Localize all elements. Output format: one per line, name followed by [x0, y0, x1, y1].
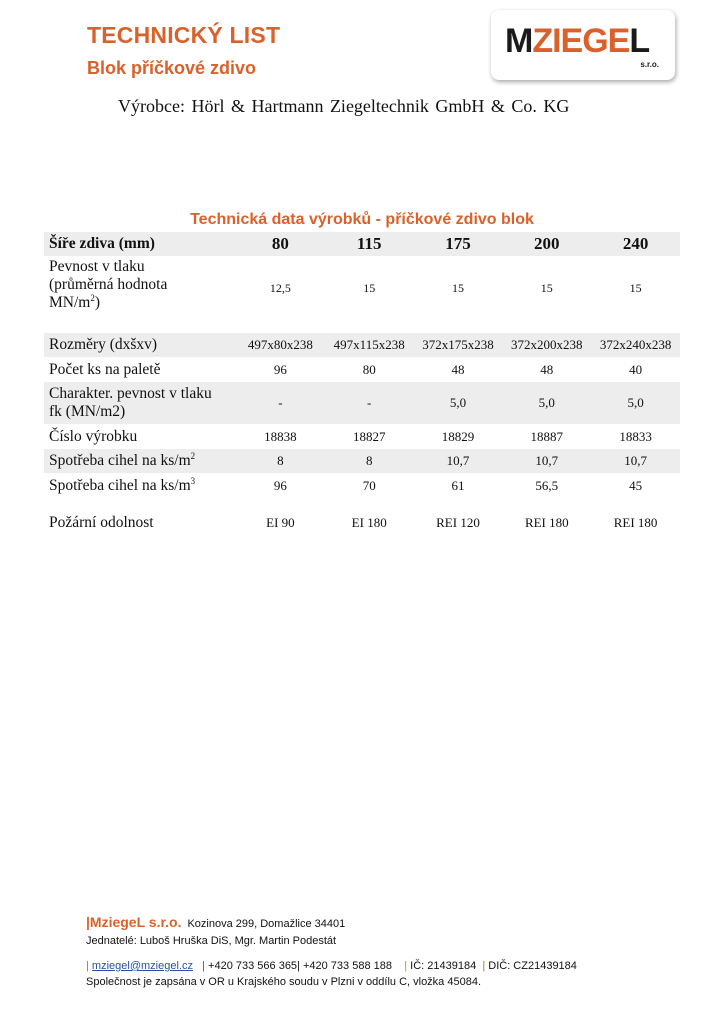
table-cell: 497x80x238 [236, 333, 325, 357]
table-cell: 18827 [352, 428, 386, 444]
table-cell: 372x175x238 [414, 333, 503, 357]
table-cell: 15 [540, 281, 553, 295]
row-label: Pevnost v tlaku (průměrná hodnota $MN/m^2$) [49, 258, 168, 311]
table-cell: 8 [325, 449, 414, 473]
table-cell: 48 [540, 361, 554, 377]
width-200: 200 [502, 232, 591, 256]
table-cell: 15 [629, 281, 642, 295]
footer-company: |MziegeL s.r.o. [86, 914, 182, 930]
width-175: 175 [414, 232, 503, 256]
table-cell: 5,0 [414, 382, 503, 424]
width-240: 240 [591, 232, 680, 256]
table-cell: 5,0 [502, 382, 591, 424]
table-cell: 18838 [264, 428, 297, 444]
table-cell: 8 [236, 449, 325, 473]
row-label: Požární odolnost [49, 514, 154, 531]
footer-address: Kozinova 299, Domažlice 34401 [187, 918, 346, 930]
table-cell: 56,5 [535, 477, 559, 493]
table-cell: 15 [451, 281, 464, 295]
row-label: Rozměry (dxšxv) [44, 333, 236, 357]
table-row-rozmery [44, 333, 680, 357]
width-115: 115 [325, 232, 414, 256]
table-row-charakter [44, 382, 680, 424]
width-80: 80 [236, 232, 325, 256]
table-row-pocet [44, 357, 680, 382]
footer-email-link[interactable]: mziegel@mziegel.cz [91, 960, 193, 972]
separator: | [482, 960, 486, 972]
row-label: Charakter. pevnost v tlaku fk (MN/m2) [44, 382, 236, 424]
separator: | [86, 960, 89, 972]
footer-directors: Jednatelé: Luboš Hruška DiS, Mgr. Martin Podestát [86, 935, 337, 947]
row-label: Číslo výrobku [49, 427, 138, 445]
table-cell: 15 [363, 281, 376, 295]
row-label: Spotřeba cihel na $ks/m^3$ [49, 475, 196, 494]
footer-phones: +420 733 566 365| +420 733 588 188 [208, 960, 392, 972]
table-cell: - [236, 382, 325, 424]
table-cell: 18829 [441, 428, 475, 444]
header-label: Šíře zdiva (mm) [44, 232, 236, 256]
table-cell: REI 180 [613, 515, 658, 530]
table-cell: 96 [273, 361, 287, 377]
table-cell: EI 180 [351, 515, 387, 530]
table-cell: 80 [362, 361, 376, 377]
row-spacer [44, 498, 680, 512]
footer-company-line [86, 914, 345, 932]
table-cell: 48 [451, 361, 465, 377]
table-cell: 10,7 [414, 449, 503, 473]
table-cell: 18887 [530, 428, 564, 444]
table-cell: 10,7 [591, 449, 680, 473]
table-cell: 70 [362, 477, 376, 493]
table-cell: 40 [629, 361, 643, 377]
table-cell: REI 180 [524, 515, 569, 530]
table-cell: REI 120 [436, 515, 480, 530]
table-cell: - [325, 382, 414, 424]
footer-contacts [86, 960, 577, 972]
table-row-cislo [44, 424, 680, 449]
row-label: Spotřeba cihel na $ks/m^2$ [44, 449, 236, 473]
table-row-pevnost [44, 256, 680, 324]
table-cell: 497x115x238 [325, 333, 414, 357]
table-row-spotreba-m3 [44, 473, 680, 498]
technical-data-table [44, 232, 680, 534]
table-cell: 45 [629, 477, 643, 493]
table-cell: 96 [273, 477, 287, 493]
table-row-spotreba-m2 [44, 449, 680, 473]
table-cell: 372x200x238 [502, 333, 591, 357]
table-cell: 10,7 [502, 449, 591, 473]
document-subtitle: Blok příčkové zdivo [87, 58, 257, 78]
document-title: TECHNICKÝ LIST [87, 22, 281, 48]
table-cell: 372x240x238 [591, 333, 680, 357]
company-logo [491, 10, 675, 80]
table-cell: 18833 [619, 428, 652, 444]
footer-ic: IČ: 21439184 [410, 960, 477, 972]
footer-dic: DIČ: CZ21439184 [488, 960, 577, 972]
table-row-pozar [44, 512, 680, 534]
footer-registration: Společnost je zapsána v OR u Krajského soudu v Plzni v oddílu C, vložka 45084. [86, 976, 482, 988]
table-title: Technická data výrobků - příčkové zdivo blok [190, 211, 534, 228]
separator: | [202, 960, 205, 972]
table-cell: 12,5 [269, 281, 291, 295]
table-cell: 5,0 [591, 382, 680, 424]
logo-wordmark: MZIEGEL [505, 22, 650, 60]
table-cell: EI 90 [266, 515, 295, 530]
manufacturer-line: Výrobce: Hörl & Hartmann Ziegeltechnik GmbH & Co. KG [118, 96, 570, 116]
row-spacer [44, 324, 680, 333]
table-cell: 61 [451, 477, 465, 493]
logo-sro: s.r.o. [640, 60, 659, 69]
row-label: Počet ks na paletě [49, 360, 161, 378]
separator: | [404, 960, 408, 972]
table-header-row [44, 232, 680, 256]
